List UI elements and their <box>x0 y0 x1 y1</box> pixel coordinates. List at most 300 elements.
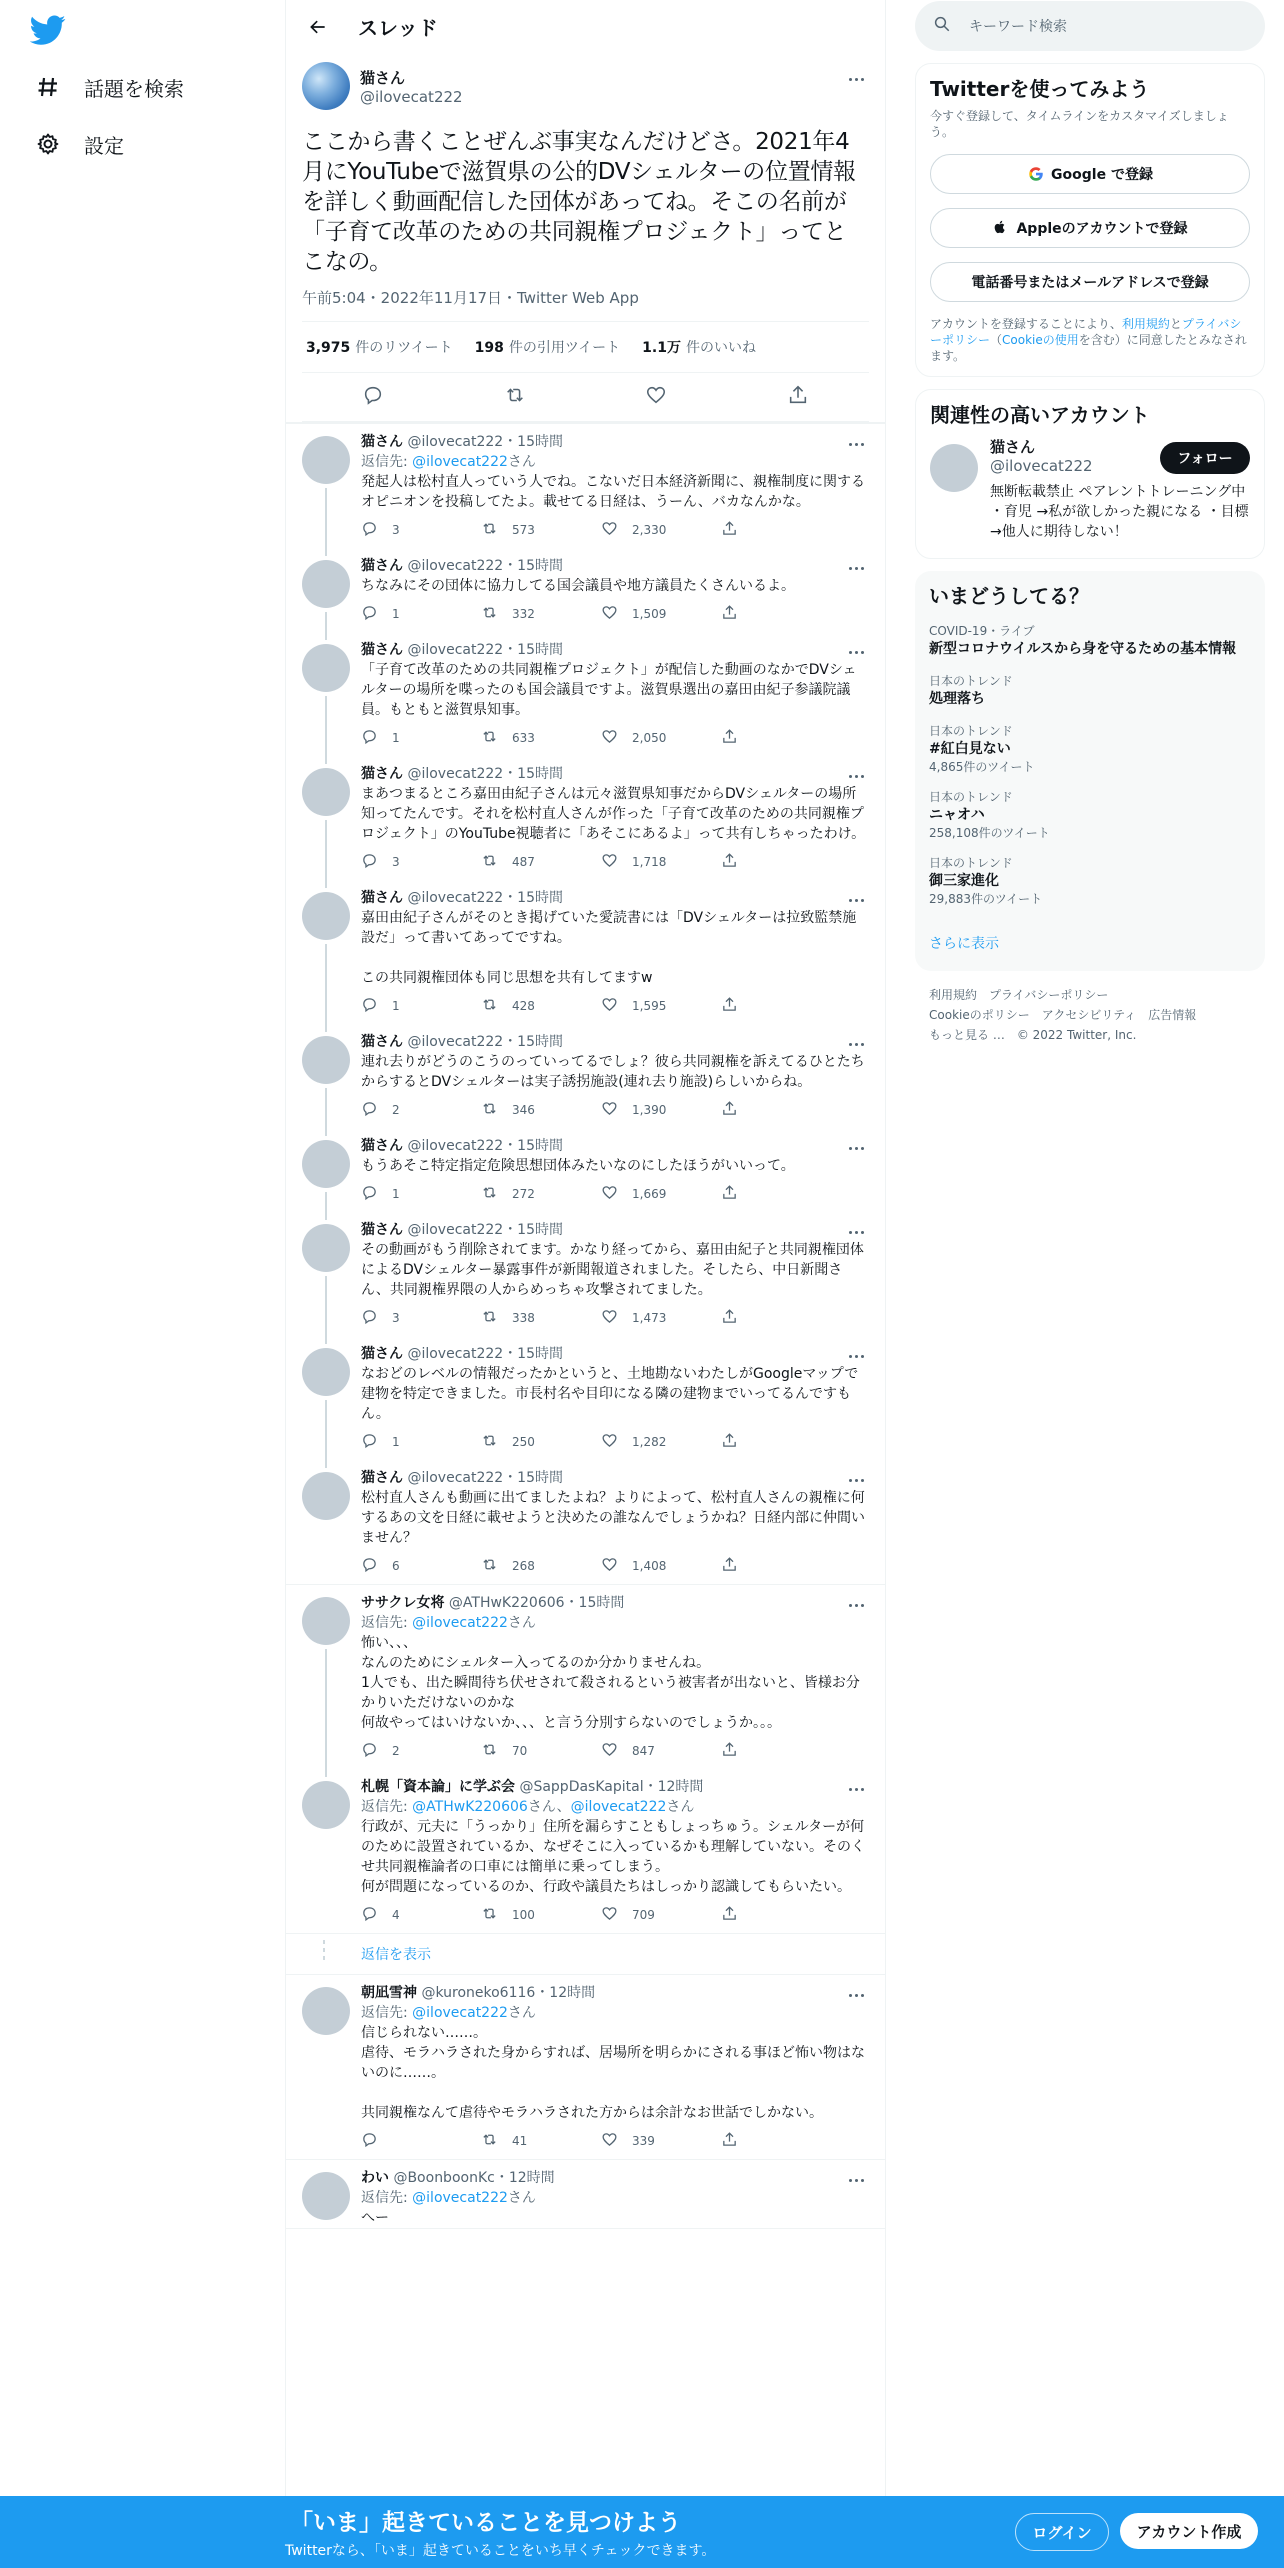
tweet-actions <box>361 844 869 880</box>
retweet-button[interactable] <box>481 520 601 540</box>
reply-icon <box>361 852 392 872</box>
tweet-actions <box>361 2123 869 2159</box>
reply-count: 2 <box>392 1103 400 1117</box>
author-handle[interactable]: @ilovecat222 <box>360 87 463 106</box>
avatar[interactable] <box>302 644 350 692</box>
reply-icon <box>361 1308 392 1328</box>
avatar[interactable] <box>302 436 350 484</box>
reply-button[interactable] <box>361 1100 481 1120</box>
like-button[interactable] <box>601 1308 721 1328</box>
reply-button[interactable] <box>361 852 481 872</box>
share-button[interactable] <box>721 1100 841 1120</box>
share-icon <box>721 1556 752 1576</box>
like-button[interactable] <box>601 1432 721 1452</box>
tweet-text: 「子育て改革のための共同親権プロジェクト」が配信した動画のなかでDVシェルターの場所を喋ったのも国会議員ですよ。滋賀県選出の嘉田由紀子参議院議員。もともと滋賀県知事。 <box>361 662 857 718</box>
retweet-button[interactable] <box>481 1432 601 1452</box>
reply-to: 返信先: @ATHwK220606さん、@ilovecat222さん <box>361 1799 695 1815</box>
like-button[interactable] <box>601 2131 721 2151</box>
reply-tweet[interactable] <box>286 548 885 632</box>
reply-icon <box>361 2131 392 2151</box>
retweet-icon <box>481 1308 512 1328</box>
share-button[interactable] <box>721 1905 841 1925</box>
reply-count: 4 <box>392 1908 400 1922</box>
gear-icon <box>34 130 62 158</box>
retweet-button[interactable] <box>481 1184 601 1204</box>
like-button[interactable] <box>601 728 721 748</box>
retweet-icon <box>481 1556 512 1576</box>
like-button[interactable] <box>601 1741 721 1761</box>
retweet-icon <box>481 852 512 872</box>
reply-count: 1 <box>392 1435 400 1449</box>
tweet-actions <box>361 1548 869 1584</box>
reply-button[interactable] <box>361 1556 481 1576</box>
share-button[interactable] <box>721 1184 841 1204</box>
more-icon[interactable] <box>843 558 869 578</box>
reply-to: 返信先: @ilovecat222さん <box>361 454 536 470</box>
quote-count[interactable]: 198 件の引用ツイート <box>474 340 621 356</box>
share-button[interactable] <box>721 852 841 872</box>
author-handle[interactable]: @ilovecat222 <box>407 1470 504 1486</box>
like-count: 1,408 <box>632 1559 667 1573</box>
thread-line <box>325 488 327 556</box>
focal-tweet <box>286 53 885 422</box>
reply-count: 1 <box>392 607 400 621</box>
follow-button[interactable]: フォロー <box>1160 442 1250 474</box>
retweet-count[interactable]: 3,975 件のリツイート <box>306 340 453 356</box>
search-box[interactable] <box>915 1 1265 51</box>
tweet-time[interactable]: ・15時間 <box>564 1595 625 1611</box>
author-handle[interactable]: @BoonboonKc <box>393 2170 495 2186</box>
retweet-count: 250 <box>512 1435 535 1449</box>
more-icon[interactable] <box>843 642 869 662</box>
share-icon <box>721 996 752 1016</box>
like-count: 1,595 <box>632 999 667 1013</box>
trend-item[interactable] <box>929 673 1251 709</box>
signup-card <box>915 63 1265 377</box>
tweet-actions <box>361 1300 869 1336</box>
author-name[interactable]: 猫さん <box>361 766 403 782</box>
like-icon <box>601 996 632 1016</box>
author-name[interactable]: 猫さん <box>361 890 403 906</box>
like-icon <box>601 604 632 624</box>
like-icon <box>601 2131 632 2151</box>
reply-tweet[interactable] <box>286 1975 885 2160</box>
like-count: 1,390 <box>632 1103 667 1117</box>
reply-button[interactable] <box>361 1741 481 1761</box>
bottom-signup-bar <box>0 2496 1284 2568</box>
avatar[interactable] <box>302 1140 350 1188</box>
reply-button[interactable] <box>361 520 481 540</box>
author-handle[interactable]: @ilovecat222 <box>407 642 504 658</box>
reply-icon <box>361 728 392 748</box>
tweet-actions <box>361 720 869 756</box>
avatar[interactable] <box>302 560 350 608</box>
tweet-actions <box>361 1733 869 1769</box>
author-name[interactable]: 猫さん <box>361 1222 403 1238</box>
reply-tweet[interactable] <box>286 880 885 1024</box>
share-button[interactable] <box>721 2131 841 2151</box>
share-icon[interactable] <box>787 384 809 410</box>
reply-tweet[interactable] <box>286 2160 885 2229</box>
avatar[interactable] <box>302 1036 350 1084</box>
cookie-link[interactable]: Cookieの使用 <box>1002 333 1079 347</box>
author-name[interactable]: 札幌「資本論」に学ぶ会 <box>361 1779 515 1795</box>
author-name[interactable]: 朝凪雪神 <box>361 1985 417 2001</box>
tweet-time[interactable]: ・12時間 <box>494 2170 555 2186</box>
tweet-text: 松村直人さんも動画に出てましたよね？よりによって、松村直人さんの親権に何するあの文を日経に載せようと決めたの誰なんでしょうかね？日経内部に仲間いません？ <box>361 1490 865 1546</box>
author-name[interactable]: 猫さん <box>361 1138 403 1154</box>
reply-button[interactable] <box>361 2131 481 2151</box>
author-name[interactable]: 猫さん <box>361 1346 403 1362</box>
thread-line <box>325 696 327 764</box>
retweet-icon <box>481 1905 512 1925</box>
like-count: 2,330 <box>632 523 667 537</box>
privacy-link[interactable]: プライバシーポリシー <box>930 317 1242 347</box>
tweet-time[interactable]: ・15時間 <box>503 766 564 782</box>
reply-icon <box>361 1556 392 1576</box>
nav-settings-label: 設定 <box>84 133 124 158</box>
tweet-time[interactable]: ・15時間 <box>503 1138 564 1154</box>
author-handle[interactable]: @kuroneko6116 <box>421 1985 536 2001</box>
retweet-count: 70 <box>512 1744 528 1758</box>
related-handle[interactable]: @ilovecat222 <box>990 457 1093 475</box>
like-button[interactable] <box>601 1905 721 1925</box>
like-icon <box>601 728 632 748</box>
retweet-button[interactable] <box>481 604 601 624</box>
tweet-actions <box>361 1092 869 1128</box>
more-icon[interactable] <box>843 2170 869 2190</box>
author-name[interactable]: 猫さん <box>361 434 403 450</box>
avatar[interactable] <box>302 1987 350 2035</box>
reply-count: 3 <box>392 523 400 537</box>
nav-explore-label: 話題を検索 <box>84 76 184 101</box>
retweet-icon[interactable] <box>504 384 526 410</box>
retweet-button[interactable] <box>481 1741 601 1761</box>
reply-count: 1 <box>392 999 400 1013</box>
reply-tweet[interactable] <box>286 1769 885 1934</box>
share-icon <box>721 520 752 540</box>
apple-signup-button[interactable] <box>930 208 1250 248</box>
share-button[interactable] <box>721 1432 841 1452</box>
reply-button[interactable] <box>361 1184 481 1204</box>
footer-accessibility[interactable]: アクセシビリティ <box>1041 1008 1137 1022</box>
retweet-icon <box>481 520 512 540</box>
mention-link[interactable]: @ilovecat222 <box>570 1799 667 1815</box>
tweet-time[interactable]: ・15時間 <box>503 890 564 906</box>
signup-subtitle: 今すぐ登録して、タイムラインをカスタマイズしましょう。 <box>930 109 1229 139</box>
author-handle[interactable]: @ilovecat222 <box>407 766 504 782</box>
retweet-count: 338 <box>512 1311 535 1325</box>
reply-count: 3 <box>392 855 400 869</box>
tweet-timestamp[interactable]: 午前5:04・2022年11月17日・Twitter Web App <box>302 287 869 322</box>
retweet-button[interactable] <box>481 1308 601 1328</box>
retweet-icon <box>481 1184 512 1204</box>
trend-name: 新型コロナウイルスから身を守るための基本情報 <box>929 641 1237 657</box>
twitter-logo-icon[interactable] <box>30 12 66 48</box>
thread-line <box>325 944 327 1032</box>
trend-name: #紅白見ない <box>929 741 1011 757</box>
more-icon[interactable] <box>843 766 869 786</box>
like-icon[interactable] <box>645 384 667 410</box>
reply-icon <box>361 1905 392 1925</box>
tweet-text: もうあそこ特定指定危険思想団体みたいなのにしたほうがいいって。 <box>361 1158 795 1174</box>
tweet-time[interactable]: ・15時間 <box>503 1346 564 1362</box>
nav-settings[interactable] <box>34 124 124 164</box>
share-icon <box>721 1432 752 1452</box>
share-icon <box>721 1100 752 1120</box>
like-button[interactable] <box>601 1184 721 1204</box>
retweet-button[interactable] <box>481 728 601 748</box>
author-name[interactable]: わい <box>361 2170 389 2186</box>
footer-cookie[interactable]: Cookieのポリシー <box>929 1008 1030 1022</box>
footer-privacy[interactable]: プライバシーポリシー <box>989 988 1109 1002</box>
footer-links <box>915 971 1265 1059</box>
author-handle[interactable]: @ilovecat222 <box>407 1346 504 1362</box>
reply-tweet[interactable] <box>286 424 885 548</box>
terms-link[interactable]: 利用規約 <box>1121 317 1170 331</box>
author-name[interactable]: 猫さん <box>361 558 403 574</box>
reply-tweet[interactable] <box>286 1128 885 1212</box>
tweet-text: なおどのレベルの情報だったかというと、土地勘ないわたしがGoogleマップで建物を特定できました。市長村名や目印になる隣の建物までいってるんですもん。 <box>361 1366 859 1422</box>
related-bio: 無断転載禁止 ペアレントトレーニング中 ・育児 →私が欲しかった親になる ・目標 →他人に期待しない！ <box>990 484 1249 540</box>
share-button[interactable] <box>721 1741 841 1761</box>
tweet-actions <box>361 1424 869 1460</box>
page-title: スレッド <box>358 16 438 40</box>
show-replies-link[interactable] <box>286 1934 885 1975</box>
trend-count: 258,108件のツイート <box>929 826 1050 840</box>
more-icon[interactable] <box>843 1470 869 1490</box>
like-count: 1,509 <box>632 607 667 621</box>
retweet-count: 633 <box>512 731 535 745</box>
reply-count: 1 <box>392 1187 400 1201</box>
like-count: 1,473 <box>632 1311 667 1325</box>
more-icon[interactable] <box>843 1779 869 1799</box>
like-icon <box>601 1184 632 1204</box>
like-icon <box>601 1741 632 1761</box>
tweet-actions <box>361 596 869 632</box>
like-button[interactable] <box>601 1556 721 1576</box>
reply-icon[interactable] <box>362 384 384 410</box>
like-button[interactable] <box>601 996 721 1016</box>
avatar[interactable] <box>930 444 978 492</box>
more-icon[interactable] <box>843 1222 869 1242</box>
trends-card <box>915 571 1265 971</box>
trend-item[interactable] <box>929 623 1251 659</box>
share-button[interactable] <box>721 604 841 624</box>
avatar[interactable] <box>302 1348 350 1396</box>
retweet-button[interactable] <box>481 852 601 872</box>
tweet-actions <box>361 512 869 548</box>
trend-category: 日本のトレンド <box>929 674 1013 688</box>
tweet-stats <box>302 322 869 373</box>
reply-button[interactable] <box>361 604 481 624</box>
more-icon[interactable] <box>843 434 869 454</box>
reply-tweet[interactable] <box>286 1336 885 1460</box>
reply-button[interactable] <box>361 1905 481 1925</box>
author-handle[interactable]: @ATHwK220606 <box>448 1595 565 1611</box>
footer-more[interactable]: もっと見る … <box>929 1028 1005 1042</box>
show-more-link[interactable]: さらに表示 <box>929 936 999 952</box>
replies-list <box>286 424 885 2229</box>
share-button[interactable] <box>721 520 841 540</box>
back-arrow-icon[interactable] <box>300 9 336 45</box>
trends-list <box>929 623 1251 907</box>
avatar[interactable] <box>302 1472 350 1520</box>
tweet-actions <box>361 1897 869 1933</box>
like-button[interactable] <box>601 1100 721 1120</box>
login-button[interactable]: ログイン <box>1015 2513 1109 2551</box>
mention-link[interactable]: @ilovecat222 <box>412 2005 508 2021</box>
retweet-button[interactable] <box>481 1905 601 1925</box>
trend-category: COVID-19・ライブ <box>929 624 1035 638</box>
retweet-icon <box>481 1741 512 1761</box>
thread-line <box>325 820 327 888</box>
like-button[interactable] <box>601 604 721 624</box>
trend-item[interactable] <box>929 855 1251 907</box>
share-button[interactable] <box>721 1308 841 1328</box>
author-handle[interactable]: @SappDasKapital <box>519 1779 644 1795</box>
author-name[interactable]: 猫さん <box>361 1470 403 1486</box>
retweet-icon <box>481 1100 512 1120</box>
more-icon[interactable] <box>843 1346 869 1366</box>
avatar[interactable] <box>302 1781 350 1829</box>
reply-tweet[interactable] <box>286 632 885 756</box>
mention-link[interactable]: @ilovecat222 <box>412 2190 508 2206</box>
reply-tweet[interactable] <box>286 1585 885 1769</box>
reply-button[interactable] <box>361 1432 481 1452</box>
tweet-time[interactable]: ・12時間 <box>535 1985 596 2001</box>
mention-link[interactable]: @ATHwK220606 <box>412 1799 528 1815</box>
related-name[interactable]: 猫さん <box>990 438 1036 456</box>
reply-tweet[interactable] <box>286 1460 885 1585</box>
search-icon <box>933 15 951 37</box>
reply-to: 返信先: @ilovecat222さん <box>361 2190 536 2206</box>
more-icon[interactable] <box>843 69 869 89</box>
author-handle[interactable]: @ilovecat222 <box>407 1222 504 1238</box>
reply-button[interactable] <box>361 996 481 1016</box>
like-icon <box>601 1100 632 1120</box>
like-count: 847 <box>632 1744 655 1758</box>
reply-icon <box>361 1432 392 1452</box>
avatar[interactable] <box>302 768 350 816</box>
tweet-time[interactable]: ・15時間 <box>503 1222 564 1238</box>
share-button[interactable] <box>721 996 841 1016</box>
author-name[interactable]: ササクレ女将 <box>361 1595 445 1611</box>
author-handle[interactable]: @ilovecat222 <box>407 1138 504 1154</box>
avatar[interactable] <box>302 1224 350 1272</box>
mention-link[interactable]: @ilovecat222 <box>412 454 508 470</box>
reply-icon <box>361 1741 392 1761</box>
thread-line <box>325 1276 327 1344</box>
tweet-time[interactable]: ・15時間 <box>503 642 564 658</box>
trend-item[interactable] <box>929 723 1251 775</box>
more-icon[interactable] <box>843 1138 869 1158</box>
like-count: 2,050 <box>632 731 667 745</box>
phone-signup-button[interactable]: 電話番号またはメールアドレスで登録 <box>930 262 1250 302</box>
trend-item[interactable] <box>929 789 1251 841</box>
share-button[interactable] <box>721 1556 841 1576</box>
apple-signup-label: Appleのアカウントで登録 <box>1016 221 1188 237</box>
signup-button[interactable]: アカウント作成 <box>1120 2513 1258 2549</box>
like-count[interactable]: 1.1万 件のいいね <box>642 340 756 356</box>
retweet-count: 41 <box>512 2134 528 2148</box>
reply-icon <box>361 604 392 624</box>
retweet-count: 272 <box>512 1187 535 1201</box>
author-handle[interactable]: @ilovecat222 <box>407 558 504 574</box>
share-icon <box>721 2131 752 2151</box>
like-button[interactable] <box>601 520 721 540</box>
nav-explore[interactable] <box>34 67 184 107</box>
share-icon <box>721 1741 752 1761</box>
retweet-button[interactable] <box>481 996 601 1016</box>
tweet-time[interactable]: ・15時間 <box>503 558 564 574</box>
share-button[interactable] <box>721 728 841 748</box>
author-name[interactable]: 猫さん <box>361 642 403 658</box>
like-count: 709 <box>632 1908 655 1922</box>
retweet-button[interactable] <box>481 2131 601 2151</box>
tweet-actions <box>361 988 869 1024</box>
retweet-button[interactable] <box>481 1100 601 1120</box>
author-name[interactable]: 猫さん <box>361 1034 403 1050</box>
apple-icon <box>992 219 1010 237</box>
tweet-time[interactable]: ・12時間 <box>643 1779 704 1795</box>
avatar[interactable] <box>302 1597 350 1645</box>
author-name[interactable]: 猫さん <box>360 68 406 87</box>
google-signup-label: Google で登録 <box>1051 167 1153 183</box>
tweet-time[interactable]: ・15時間 <box>503 434 564 450</box>
tweet-time[interactable]: ・15時間 <box>503 1034 564 1050</box>
like-icon <box>601 1556 632 1576</box>
like-count: 1,718 <box>632 855 667 869</box>
author-handle[interactable]: @ilovecat222 <box>407 1034 504 1050</box>
avatar[interactable] <box>302 2172 350 2220</box>
related-account[interactable] <box>930 436 1250 546</box>
reply-tweet[interactable] <box>286 756 885 880</box>
more-icon[interactable] <box>843 1595 869 1615</box>
footer-copyright: © 2022 Twitter, Inc. <box>1016 1028 1137 1042</box>
author-handle[interactable]: @ilovecat222 <box>407 434 504 450</box>
google-signup-button[interactable] <box>930 154 1250 194</box>
more-icon[interactable] <box>843 890 869 910</box>
author-handle[interactable]: @ilovecat222 <box>407 890 504 906</box>
trend-count: 4,865件のツイート <box>929 760 1035 774</box>
reply-button[interactable] <box>361 728 481 748</box>
tweet-time[interactable]: ・15時間 <box>503 1470 564 1486</box>
like-icon <box>601 520 632 540</box>
tweet-text: 行政が、元夫に「うっかり」住所を漏らすこともしょっちゅう。シェルターが何のために設置されているか、なぜそこに入っているかも理解していない。そのくせ共同親権論者の口車には簡単に乗ってしまう。 何が問題になっているのか、行政や議員たちはしっかり認識してもらいたい。 <box>361 1819 865 1895</box>
more-icon[interactable] <box>843 1985 869 2005</box>
search-input[interactable]: キーワード検索 <box>969 19 1067 35</box>
retweet-count: 332 <box>512 607 535 621</box>
reply-icon <box>361 1184 392 1204</box>
like-icon <box>601 1432 632 1452</box>
retweet-button[interactable] <box>481 1556 601 1576</box>
trend-name: ニャオハ <box>929 807 985 823</box>
tweet-actions <box>302 373 869 422</box>
more-icon[interactable] <box>843 1034 869 1054</box>
avatar[interactable] <box>302 892 350 940</box>
footer-ads[interactable]: 広告情報 <box>1148 1008 1197 1022</box>
thread-dots <box>323 1940 325 1960</box>
avatar[interactable] <box>302 62 350 110</box>
mention-link[interactable]: @ilovecat222 <box>412 1615 508 1631</box>
reply-button[interactable] <box>361 1308 481 1328</box>
reply-tweet[interactable] <box>286 1024 885 1128</box>
reply-tweet[interactable] <box>286 1212 885 1336</box>
footer-terms[interactable]: 利用規約 <box>929 988 978 1002</box>
like-button[interactable] <box>601 852 721 872</box>
tweet-text: ちなみにその団体に協力してる国会議員や地方議員たくさんいるよ。 <box>361 578 795 594</box>
